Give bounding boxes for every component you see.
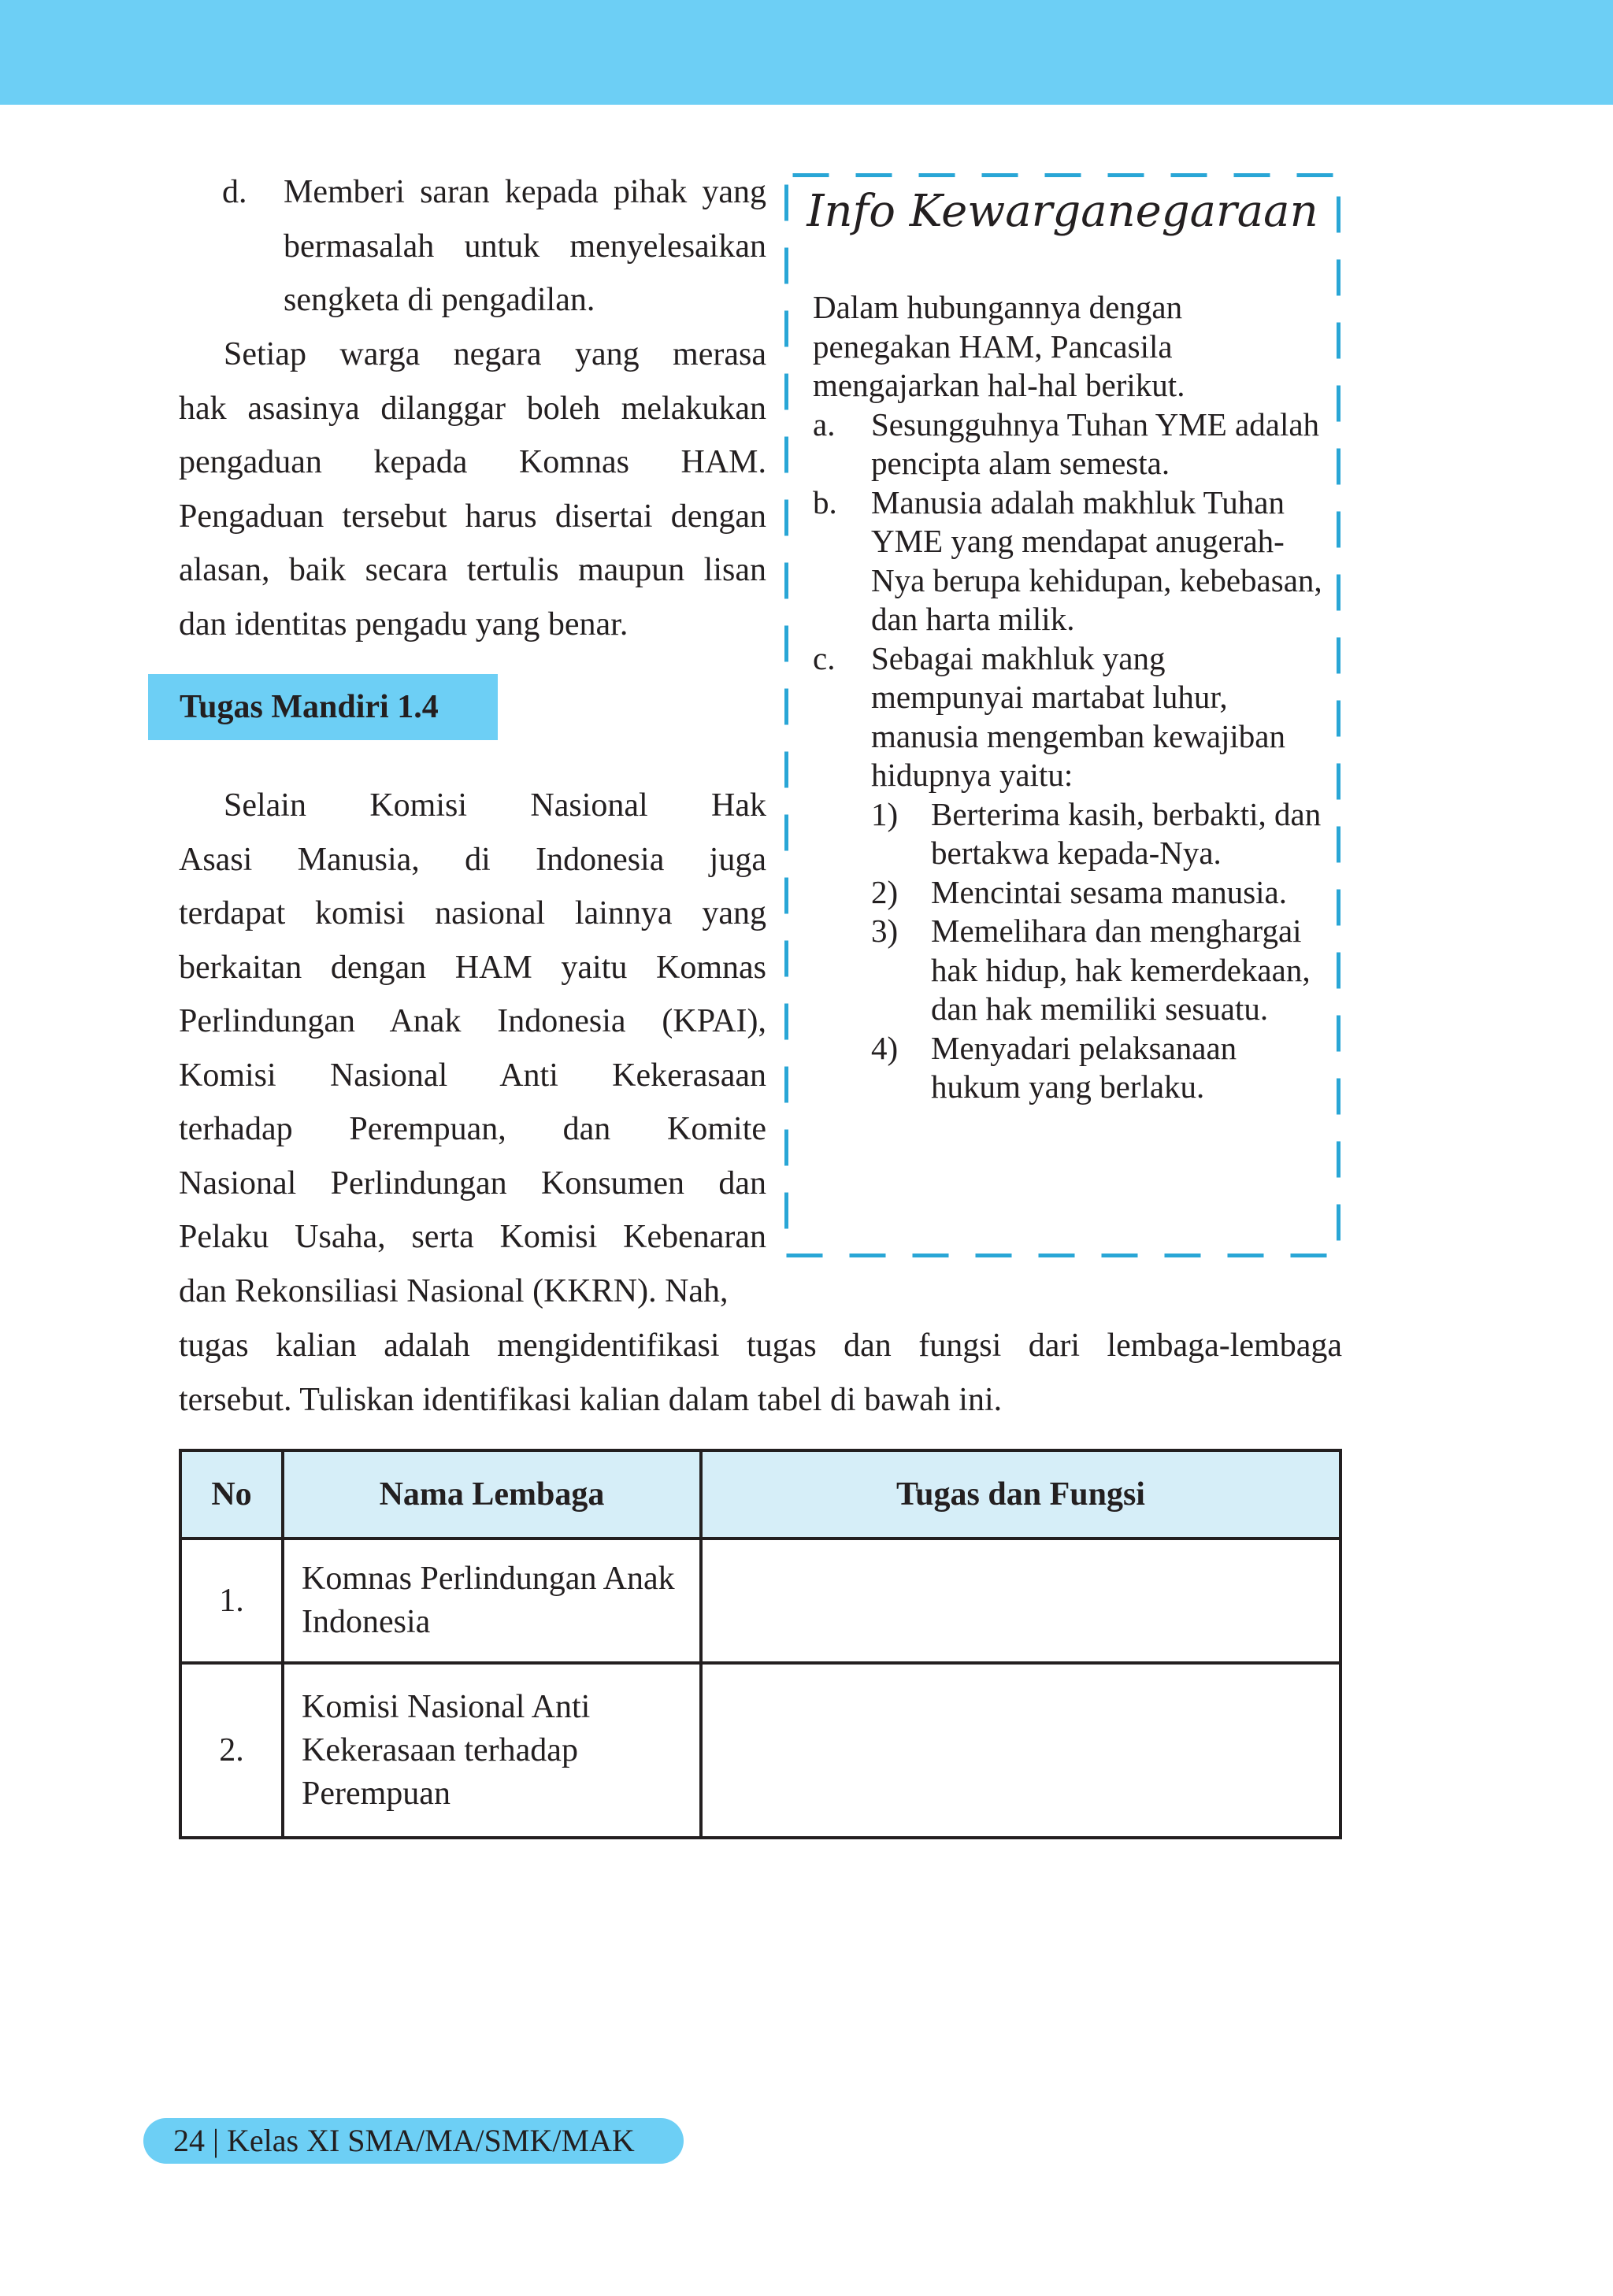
paragraph-line: dan identitas pengadu yang benar. [179, 605, 629, 643]
paragraph-line: hak asasinya dilanggar boleh melakukan [179, 390, 766, 427]
cell-function[interactable] [701, 1663, 1340, 1838]
paragraph-instruction [179, 1319, 1342, 1427]
paragraph-line: terhadap Perempuan, dan Komite [179, 1111, 766, 1147]
info-box [784, 173, 1340, 1257]
paragraph-line: Pengaduan tersebut harus disertai dengan [179, 498, 766, 535]
cell-name: Komnas Perlindungan Anak Indonesia [283, 1539, 701, 1663]
info-subitem-3 [813, 912, 1325, 1029]
table-header-row [180, 1450, 1340, 1539]
paragraph-line: Pelaku Usaha, serta Komisi Kebenaran [179, 1219, 766, 1255]
header-name: Nama Lembaga [283, 1450, 701, 1539]
list-marker: d. [222, 174, 247, 210]
info-item-marker: c. [813, 639, 836, 676]
info-subitem-text: Mencintai sesama manusia. [931, 873, 1288, 910]
paragraph-line: alasan, baik secara tertulis maupun lisan [179, 552, 766, 588]
cell-name: Komisi Nasional Anti Kekerasaan terhadap Perempuan [283, 1663, 701, 1838]
cell-no: 1. [180, 1539, 283, 1663]
table-row [180, 1539, 1340, 1663]
info-box-body [813, 288, 1325, 1107]
info-item-a [813, 406, 1325, 483]
info-box-title: Info Kewarganegaraan [806, 186, 1318, 237]
info-intro: Dalam hubungannya dengan penegakan HAM, Pancasila mengajarkan hal-hal berikut. [813, 289, 1185, 403]
info-subitem-1 [813, 795, 1325, 873]
cell-no: 2. [180, 1663, 283, 1838]
header-function: Tugas dan Fungsi [701, 1450, 1340, 1539]
paragraph-line: Nasional Perlindungan Konsumen dan [179, 1165, 766, 1202]
paragraph-line: dan Rekonsiliasi Nasional (KKRN). Nah, [179, 1272, 729, 1309]
paragraph-line: terdapat komisi nasional lainnya yang [179, 895, 766, 931]
paragraph-line: pengaduan kepada Komnas HAM. [179, 444, 766, 480]
info-subitem-marker: 4) [871, 1029, 899, 1066]
list-item-line: Memberi saran kepada pihak yang [284, 174, 766, 210]
paragraph-commissions [179, 779, 766, 1318]
info-item-c [813, 639, 1325, 795]
paragraph-line: tugas kalian adalah mengidentifikasi tugas dan fungsi dari lembaga-lembaga [179, 1328, 1342, 1364]
paragraph-line: Setiap warga negara yang merasa [224, 336, 766, 372]
header-no: No [180, 1450, 283, 1539]
info-subitem-text: Berterima kasih, berbakti, dan bertakwa kepada-Nya. [931, 795, 1322, 871]
header-band [0, 0, 1613, 105]
paragraph-line: berkaitan dengan HAM yaitu Komnas [179, 949, 766, 986]
paragraph-line: Perlindungan Anak Indonesia (KPAI), [179, 1003, 766, 1039]
info-item-text: Manusia adalah makhluk Tuhan YME yang mendapat anugerah-Nya berupa kehidupan, kebebasan, dan harta milik. [871, 483, 1322, 637]
info-item-text: Sesungguhnya Tuhan YME adalah pencipta alam semesta. [871, 406, 1320, 481]
cell-function[interactable] [701, 1539, 1340, 1663]
info-subitem-2 [813, 873, 1325, 913]
list-item-line: bermasalah untuk menyelesaikan [284, 228, 766, 265]
info-item-marker: b. [813, 483, 837, 520]
info-subitem-4 [813, 1029, 1325, 1107]
list-item-d [179, 165, 766, 328]
institution-table [179, 1449, 1342, 1839]
paragraph-line: Asasi Manusia, di Indonesia juga [179, 841, 766, 878]
info-subitem-text: Memelihara dan menghargai hak hidup, hak kemerdekaan, dan hak memiliki sesuatu. [931, 913, 1311, 1027]
info-item-text: Sebagai makhluk yang mempunyai martabat luhur, manusia mengemban kewajiban hidupnya yaitu: [871, 639, 1285, 793]
info-subitem-marker: 2) [871, 873, 899, 910]
paragraph-complaint [179, 328, 766, 651]
task-badge: Tugas Mandiri 1.4 [148, 674, 498, 740]
info-item-b [813, 483, 1325, 639]
paragraph-line: tersebut. Tuliskan identifikasi kalian dalam tabel di bawah ini. [179, 1381, 1003, 1418]
info-subitem-marker: 3) [871, 913, 899, 949]
info-subitem-text: Menyadari pelaksanaan hukum yang berlaku. [931, 1029, 1237, 1105]
info-subitem-marker: 1) [871, 795, 899, 832]
footer-page-label: 24 | Kelas XI SMA/MA/SMK/MAK [143, 2118, 684, 2164]
paragraph-line: Komisi Nasional Anti Kekerasaan [179, 1057, 766, 1094]
paragraph-line: Selain Komisi Nasional Hak [224, 787, 766, 824]
info-item-marker: a. [813, 406, 836, 443]
table-row [180, 1663, 1340, 1838]
list-item-line: sengketa di pengadilan. [284, 282, 595, 318]
